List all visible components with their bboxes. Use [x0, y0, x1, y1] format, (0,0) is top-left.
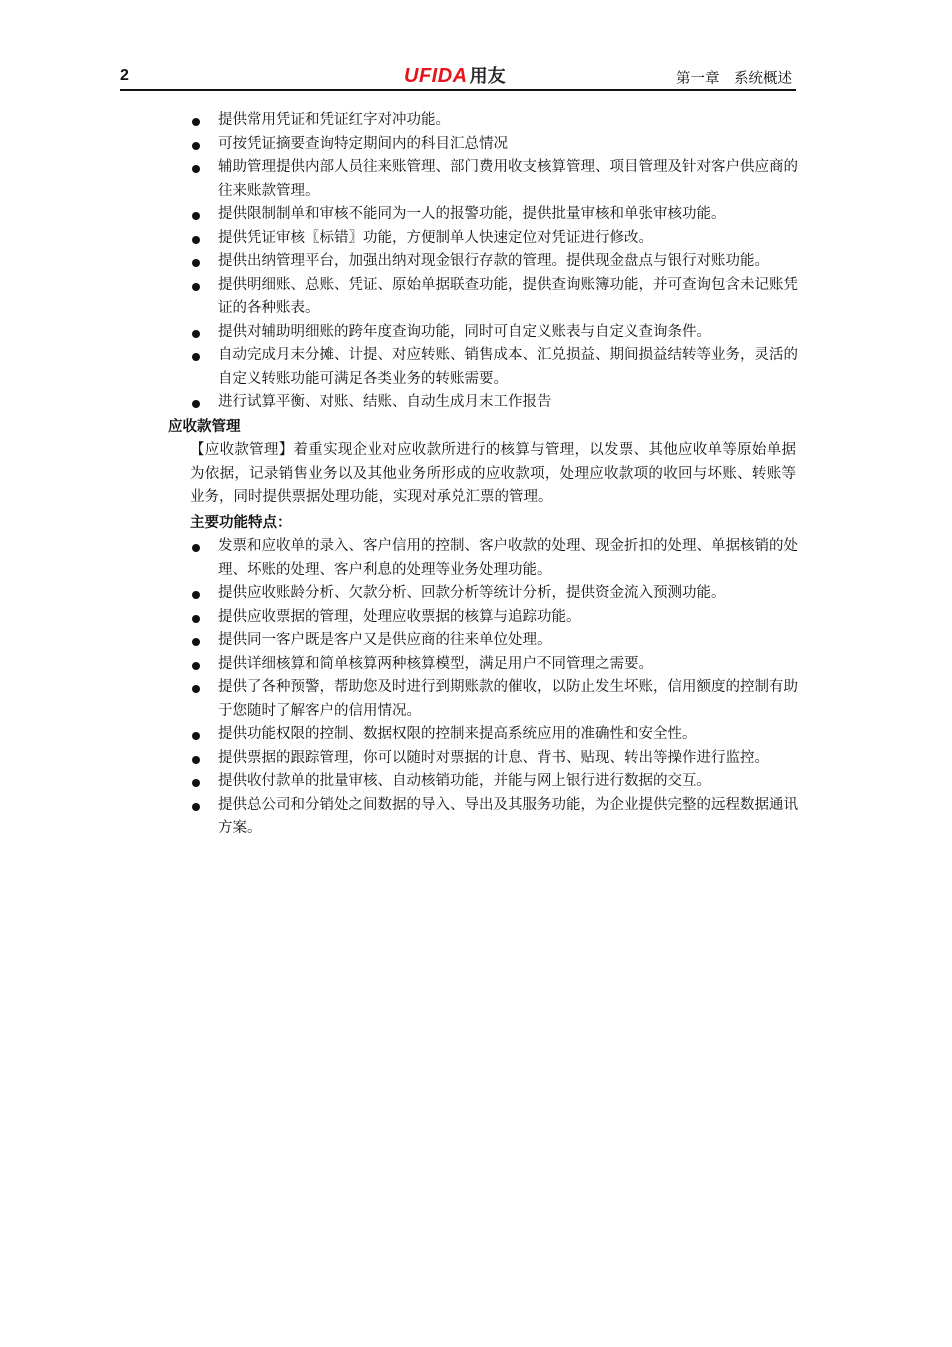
section-intro: 【应收款管理】着重实现企业对应收款所进行的核算与管理，以发票、其他应收单等原始单据为依据，记录销售业务以及其他业务所形成的应收款项，处理应收款项的收回与坏账、转账等业务，同时提供票据处理功能，实现对承兑汇票的管理。	[190, 442, 796, 505]
list-item: 提供总公司和分销处之间数据的导入、导出及其服务功能，为企业提供完整的远程数据通讯方案。	[120, 794, 800, 841]
list-item: 提供对辅助明细账的跨年度查询功能，同时可自定义账表与自定义查询条件。	[120, 321, 800, 345]
list-item: 提供凭证审核〖标错〗功能，方便制单人快速定位对凭证进行修改。	[120, 227, 800, 251]
bullet-icon	[192, 283, 200, 291]
bullet-icon	[192, 732, 200, 740]
bullet-icon	[192, 400, 200, 408]
bullet-icon	[192, 756, 200, 764]
list-item: 自动完成月末分摊、计提、对应转账、销售成本、汇兑损益、期间损益结转等业务，灵活的自定义转账功能可满足各类业务的转账需要。	[120, 344, 800, 391]
feature-list-receivables	[120, 535, 800, 841]
list-item: 提供同一客户既是客户又是供应商的往来单位处理。	[120, 629, 800, 653]
logo-brand: UFIDA	[404, 65, 468, 87]
bullet-icon	[192, 118, 200, 126]
page-content	[120, 109, 800, 841]
list-item: 提供收付款单的批量审核、自动核销功能，并能与网上银行进行数据的交互。	[120, 770, 800, 794]
list-item: 可按凭证摘要查询特定期间内的科目汇总情况	[120, 133, 800, 157]
list-item: 提供限制制单和审核不能同为一人的报警功能，提供批量审核和单张审核功能。	[120, 203, 800, 227]
list-item: 提供应收票据的管理，处理应收票据的核算与追踪功能。	[120, 606, 800, 630]
section-title: 应收款管理	[168, 418, 241, 435]
feature-list-general-ledger	[120, 109, 800, 415]
page-number: 2	[120, 67, 129, 84]
logo-chinese: 用友	[469, 66, 506, 86]
page-header	[120, 62, 796, 90]
list-item: 提供应收账龄分析、欠款分析、回款分析等统计分析，提供资金流入预测功能。	[120, 582, 800, 606]
list-item: 提供了各种预警，帮助您及时进行到期账款的催收，以防止发生坏账，信用额度的控制有助于您随时了解客户的信用情况。	[120, 676, 800, 723]
bullet-icon	[192, 544, 200, 552]
list-item: 提供票据的跟踪管理，你可以随时对票据的计息、背书、贴现、转出等操作进行监控。	[120, 747, 800, 771]
bullet-icon	[192, 353, 200, 361]
features-title: 主要功能特点：	[190, 514, 292, 531]
bullet-icon	[192, 615, 200, 623]
header-rule	[120, 89, 796, 91]
bullet-icon	[192, 803, 200, 811]
list-item: 提供功能权限的控制、数据权限的控制来提高系统应用的准确性和安全性。	[120, 723, 800, 747]
list-item: 进行试算平衡、对账、结账、自动生成月末工作报告	[120, 391, 800, 415]
bullet-icon	[192, 685, 200, 693]
bullet-icon	[192, 779, 200, 787]
bullet-icon	[192, 638, 200, 646]
bullet-icon	[192, 330, 200, 338]
list-item: 提供详细核算和简单核算两种核算模型，满足用户不同管理之需要。	[120, 653, 800, 677]
list-item: 提供出纳管理平台，加强出纳对现金银行存款的管理。提供现金盘点与银行对账功能。	[120, 250, 800, 274]
list-item: 辅助管理提供内部人员往来账管理、部门费用收支核算管理、项目管理及针对客户供应商的往来账款管理。	[120, 156, 800, 203]
list-item: 提供常用凭证和凭证红字对冲功能。	[120, 109, 800, 133]
bullet-icon	[192, 662, 200, 670]
bullet-icon	[192, 236, 200, 244]
bullet-icon	[192, 142, 200, 150]
bullet-icon	[192, 259, 200, 267]
list-item: 提供明细账、总账、凭证、原始单据联查功能，提供查询账簿功能，并可查询包含未记账凭证的各种账表。	[120, 274, 800, 321]
bullet-icon	[192, 591, 200, 599]
chapter-title: 第一章 系统概述	[676, 71, 792, 87]
ufida-logo	[404, 62, 506, 88]
bullet-icon	[192, 165, 200, 173]
bullet-icon	[192, 212, 200, 220]
list-item: 发票和应收单的录入、客户信用的控制、客户收款的处理、现金折扣的处理、单据核销的处理、坏账的处理、客户利息的处理等业务处理功能。	[120, 535, 800, 582]
